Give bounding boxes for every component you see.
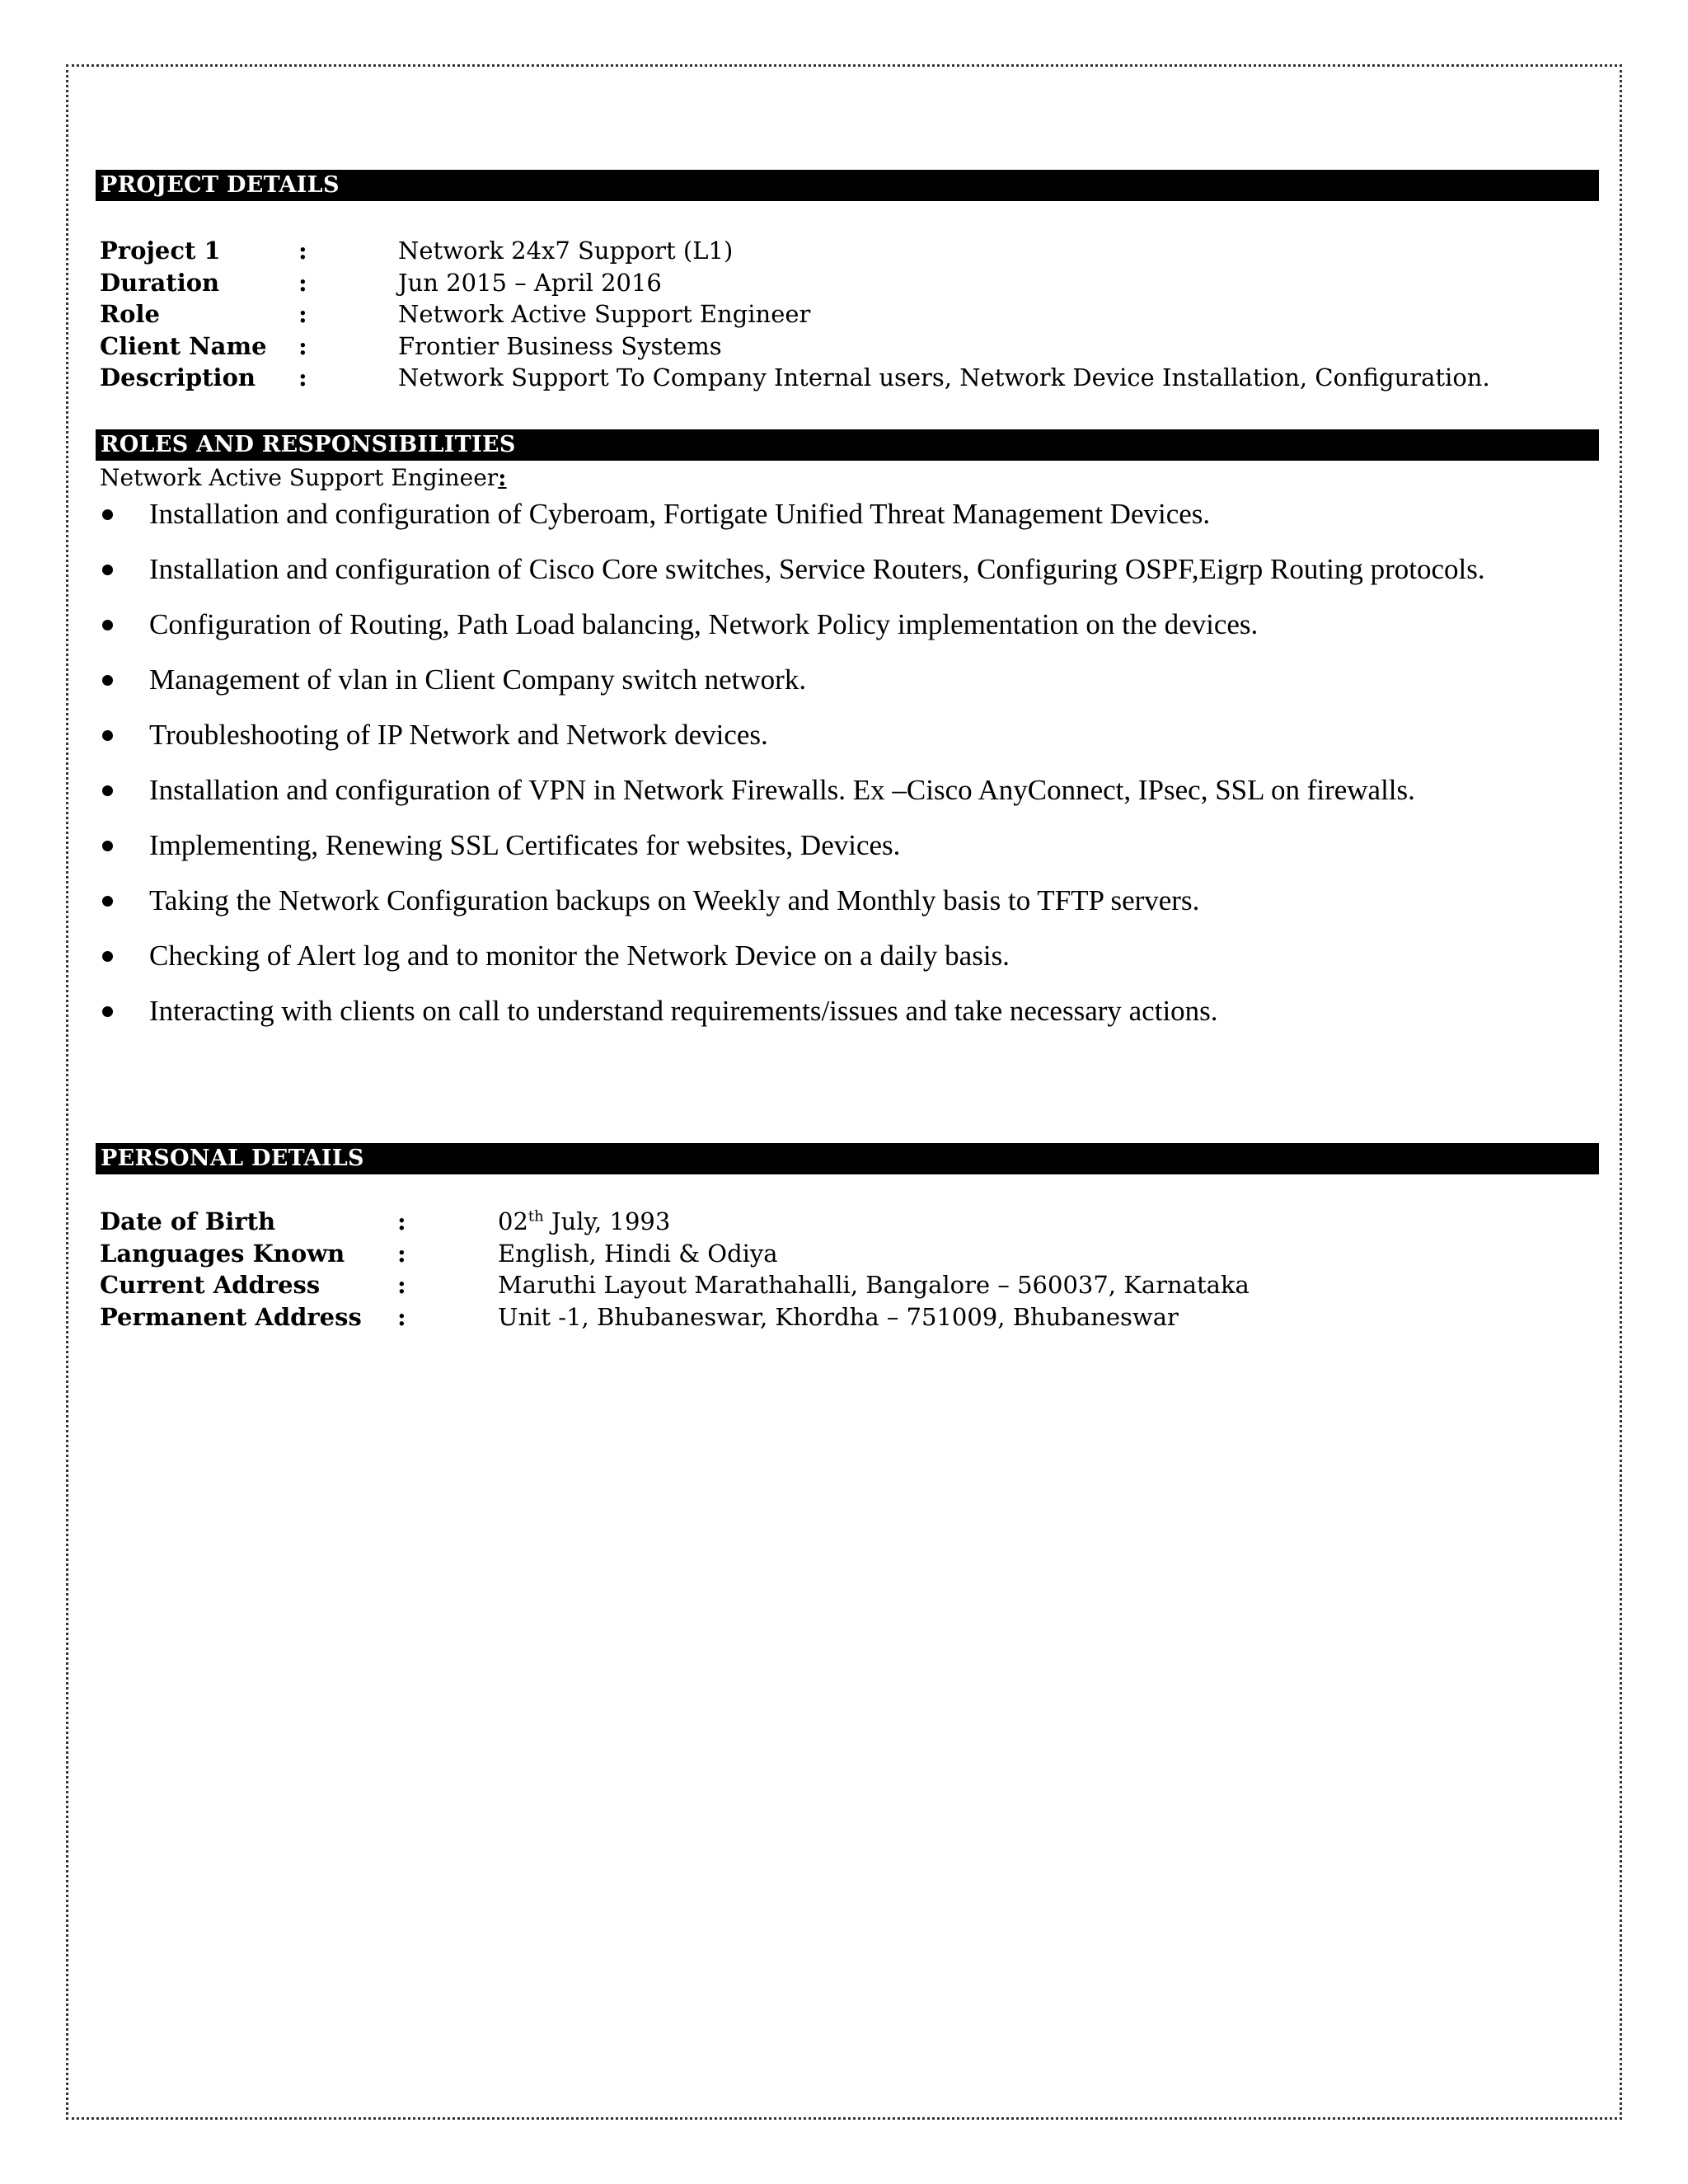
roles-heading: ROLES AND RESPONSIBILITIES [96, 429, 1599, 461]
project-value: Network 24x7 Support (L1) [398, 237, 734, 265]
list-item [96, 491, 1612, 546]
list-item [96, 878, 1612, 933]
languages-value: English, Hindi & Odiya [498, 1239, 778, 1268]
role-colon: : [298, 300, 307, 328]
duration-colon: : [298, 268, 307, 297]
list-item-text: Installation and configuration of Cisco Core switches, Service Routers, Configuring OSPF,Eigrp Routing protocols. [149, 553, 1485, 585]
list-item-text: Installation and configuration of Cyberoam, Fortigate Unified Threat Management Devices. [149, 498, 1211, 530]
list-item [96, 933, 1612, 988]
dob-label: Date of Birth [100, 1207, 276, 1235]
bullet-icon [102, 785, 113, 796]
current-address-colon: : [397, 1271, 406, 1299]
bullet-icon [102, 896, 113, 907]
bullet-icon [102, 565, 113, 575]
dob-day: 02 [498, 1207, 528, 1235]
dob-value [498, 1206, 670, 1238]
current-address-label: Current Address [100, 1271, 321, 1299]
client-name-label: Client Name [100, 331, 267, 360]
bullet-icon [102, 620, 113, 630]
project-label: Project 1 [100, 237, 221, 265]
personal-details-heading: PERSONAL DETAILS [96, 1143, 1599, 1174]
languages-colon: : [397, 1239, 406, 1268]
roles-subheading-text: Network Active Support Engineer [100, 464, 499, 491]
duration-label: Duration [100, 268, 220, 297]
roles-subheading [100, 464, 507, 492]
project-details-heading: PROJECT DETAILS [96, 170, 1599, 201]
list-item [96, 767, 1612, 823]
role-value: Network Active Support Engineer [398, 300, 811, 328]
languages-label: Languages Known [100, 1239, 345, 1268]
dob-colon: : [397, 1207, 406, 1235]
permanent-address-colon: : [397, 1302, 406, 1331]
bullet-icon [102, 509, 113, 520]
list-item-text: Checking of Alert log and to monitor the Network Device on a daily basis. [149, 940, 1010, 972]
bullet-icon [102, 1006, 113, 1017]
client-name-value: Frontier Business Systems [398, 331, 722, 360]
list-item-text: Management of vlan in Client Company switch network. [149, 663, 807, 696]
project-colon: : [298, 237, 307, 265]
list-item-text: Configuration of Routing, Path Load balancing, Network Policy implementation on the devices. [149, 608, 1259, 640]
duration-value: Jun 2015 – April 2016 [398, 268, 662, 297]
dob-rest: July, 1993 [543, 1207, 671, 1235]
list-item-text: Taking the Network Configuration backups on Weekly and Monthly basis to TFTP servers. [149, 884, 1200, 916]
responsibilities-list [96, 491, 1612, 1043]
list-item-text: Installation and configuration of VPN in Network Firewalls. Ex –Cisco AnyConnect, IPsec, SSL on firewalls. [149, 774, 1415, 806]
bullet-icon [102, 730, 113, 741]
roles-subheading-colon: : [498, 464, 507, 491]
list-item [96, 823, 1612, 878]
role-label: Role [100, 300, 160, 328]
current-address-value: Maruthi Layout Marathahalli, Bangalore – 560037, Karnataka [498, 1271, 1250, 1299]
bullet-icon [102, 841, 113, 851]
permanent-address-value: Unit -1, Bhubaneswar, Khordha – 751009, Bhubaneswar [498, 1302, 1179, 1331]
list-item [96, 988, 1612, 1043]
description-label: Description [100, 363, 256, 391]
list-item [96, 602, 1612, 657]
bullet-icon [102, 675, 113, 686]
description-colon: : [298, 363, 307, 391]
list-item-text: Interacting with clients on call to understand requirements/issues and take necessary actions. [149, 995, 1218, 1027]
list-item-text: Implementing, Renewing SSL Certificates for websites, Devices. [149, 829, 901, 861]
list-item [96, 712, 1612, 767]
bullet-icon [102, 951, 113, 962]
list-item [96, 546, 1612, 602]
list-item [96, 657, 1612, 712]
permanent-address-label: Permanent Address [100, 1302, 362, 1331]
client-name-colon: : [298, 331, 307, 360]
description-value: Network Support To Company Internal users, Network Device Installation, Configuration. [398, 363, 1490, 391]
dob-suffix: th [528, 1207, 544, 1226]
list-item-text: Troubleshooting of IP Network and Network devices. [149, 719, 768, 751]
